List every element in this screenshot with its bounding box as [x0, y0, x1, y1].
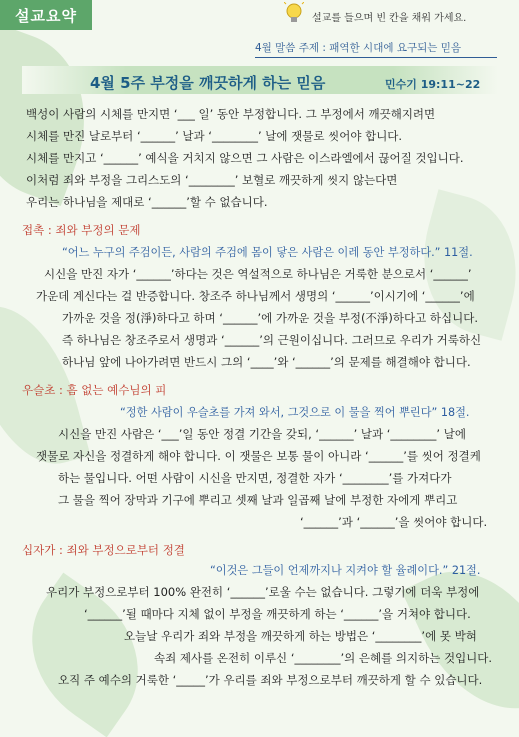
body-line: 오늘날 우리가 죄와 부정을 깨끗하게 하는 방법은 ‘________’에 못 박혀	[124, 629, 477, 643]
body-line: 우리가 부정으로부터 100% 완전히 ‘______’로울 수는 없습니다. 그렇기에 더욱 부정에	[46, 585, 480, 599]
body-line: 속죄 제사를 온전히 이루신 ‘________’의 은혜를 의지하는 것입니다.	[154, 651, 493, 665]
body-line: ‘______’과 ‘______’을 씻어야 합니다.	[300, 515, 488, 529]
intro-line: 우리는 하나님을 제대로 ‘______’할 수 없습니다.	[26, 195, 268, 209]
body-line: 즉 하나님은 창조주로서 생명과 ‘______’의 근원이십니다. 그러므로 우리가 거룩하신	[62, 333, 482, 347]
body-line: 가운데 계신다는 걸 반증합니다. 창조주 하나님께서 생명의 ‘______’이시기에 ‘______’에	[36, 289, 475, 303]
section-heading: 우슬초 : 흠 없는 예수님의 피	[22, 383, 167, 397]
body-line: 오직 주 예수의 거룩한 ‘_____’가 우리를 죄와 부정으로부터 깨끗하게 할 수 있습니다.	[58, 673, 483, 687]
body-line: 가까운 것을 정(淨)하다고 하며 ‘______’에 가까운 것을 부정(不淨)하다고 하십니다.	[62, 311, 478, 325]
body-line: 시신을 만진 자가 ‘______’하다는 것은 역설적으로 하나님은 거룩한 분으로서 ‘______’	[44, 267, 472, 281]
body-line: 하나님 앞에 나아가려면 반드시 그의 ‘____’와 ‘______’의 문제를 해결해야 합니다.	[62, 355, 471, 369]
monthly-theme: 4월 말씀 주제 : 패역한 시대에 요구되는 믿음	[255, 42, 462, 54]
intro-line: 이처럼 죄와 부정을 그리스도의 ‘________’ 보혈로 깨끗하게 씻지 않는다면	[26, 173, 398, 187]
instruction-text: 설교를 들으며 빈 칸을 채워 가세요.	[312, 13, 467, 24]
scripture-quote: “정한 사람이 우슬초를 가져 와서, 그것으로 이 물을 찍어 뿌린다” 18절.	[120, 406, 470, 419]
body-line: 그 물을 찍어 장막과 기구에 뿌리고 셋째 날과 일곱째 날에 부정한 자에게 뿌리고	[58, 493, 458, 507]
intro-line: 시체를 만지고 ‘______’ 예식을 거치지 않으면 그 사람은 이스라엘에서 끊어질 것입니다.	[26, 151, 464, 165]
section-heading: 십자가 : 죄와 부정으로부터 정결	[22, 543, 185, 557]
divider	[255, 57, 497, 58]
lightbulb-icon	[284, 2, 304, 26]
body-line: 하는 물입니다. 어떤 사람이 시신을 만지면, 정결한 자가 ‘________’를 가져다가	[58, 471, 452, 485]
scripture-reference: 민수기 19:11~22	[385, 78, 481, 91]
scripture-quote: “어느 누구의 주검이든, 사람의 주검에 몸이 닿은 사람은 이레 동안 부정하다.” 11절.	[62, 246, 473, 259]
sermon-title: 4월 5주 부정을 깨끗하게 하는 믿음	[90, 74, 326, 92]
scripture-quote: “이것은 그들이 언제까지나 지켜야 할 율례이다.” 21절.	[210, 564, 481, 577]
intro-line: 백성이 사람의 시체를 만지면 ‘___ 일’ 동안 부정합니다. 그 부정에서 깨끗해지려면	[26, 107, 436, 121]
section-tab: 설교요약	[0, 0, 92, 30]
body-line: 시신을 만진 사람은 ‘___’일 동안 정결 기간을 갖되, ‘______’ 날과 ‘________’ 날에	[58, 427, 466, 441]
body-line: 잿물로 자신을 정결하게 해야 합니다. 이 잿물은 보통 물이 아니라 ‘______’를 씻어 정결케	[36, 449, 481, 463]
section-heading: 접촉 : 죄와 부정의 문제	[22, 223, 141, 237]
intro-line: 시체를 만진 날로부터 ‘______’ 날과 ‘________’ 날에 잿물로 씻어야 합니다.	[26, 129, 403, 143]
body-line: ‘______’될 때마다 지체 없이 부정을 깨끗하게 하는 ‘______’을 거쳐야 합니다.	[84, 607, 471, 621]
